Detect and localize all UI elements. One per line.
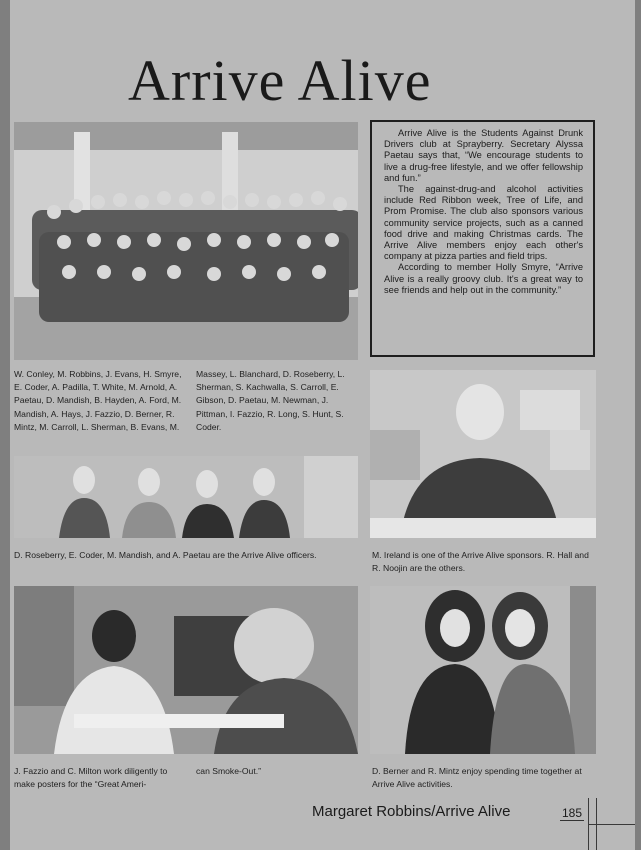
posters-caption-col2: can Smoke-Out.” — [196, 766, 261, 776]
article-paragraph: Arrive Alive is the Students Against Drunk Drivers club at Sprayberry. Secretary Alyssa Paetau says that, “We encourage students to live a drug-free lifestyle, and we offer fellowship and fun.” — [384, 128, 583, 183]
article-paragraph: The against-drug-and alcohol activities include Red Ribbon week, Tree of Life, and Prom Promise. The club also sponsors various community service projects, such as a canned food drive and making Christmas cards. The Arrive Alive members enjoy each other's company at pizza parties and field trips. — [384, 184, 583, 262]
sponsor-photo — [370, 370, 596, 538]
group-caption-col2: Massey, L. Blanchard, D. Roseberry, L. Sherman, S. Kachwalla, S. Carroll, E. Gibson, D. Paetau, M. Newman, J. Pittman, I. Fazzio, R. Long, S. Hunt, S. Coder. — [196, 369, 345, 432]
pair-photo — [370, 586, 596, 754]
sponsor-caption: M. Ireland is one of the Arrive Alive sponsors. R. Hall and R. Noojin are the others. — [372, 550, 589, 574]
footer-credit: Margaret Robbins/Arrive Alive — [312, 803, 511, 820]
group-caption-col1: W. Conley, M. Robbins, J. Evans, H. Smyre, E. Coder, A. Padilla, T. White, M. Arnold, A. Paetau, D. Mandish, B. Hayden, A. Ford, M. Mandish, A. Hays, J. Fazzio, D. Berner, R. Mintz, M. Carroll, L. Sherman, B. Evans, M. — [14, 369, 182, 432]
pair-caption: D. Berner and R. Mintz enjoy spending time together at Arrive Alive activities. — [372, 766, 582, 790]
footer-rule — [588, 824, 635, 825]
group-photo — [14, 122, 358, 360]
officers-caption: D. Roseberry, E. Coder, M. Mandish, and A. Paetau are the Arrive Alive officers. — [14, 550, 317, 560]
posters-caption-col1: J. Fazzio and C. Milton work diligently to make posters for the “Great Ameri- — [14, 766, 168, 790]
page-title: Arrive Alive — [128, 48, 432, 113]
page-number: 185 — [562, 806, 583, 820]
article-paragraph: According to member Holly Smyre, “Arrive Alive is a really groovy club. It's a great way to see friends and help out in the community.” — [384, 262, 583, 295]
posters-photo — [14, 586, 358, 754]
article-box — [370, 120, 595, 357]
officers-photo — [14, 456, 358, 538]
